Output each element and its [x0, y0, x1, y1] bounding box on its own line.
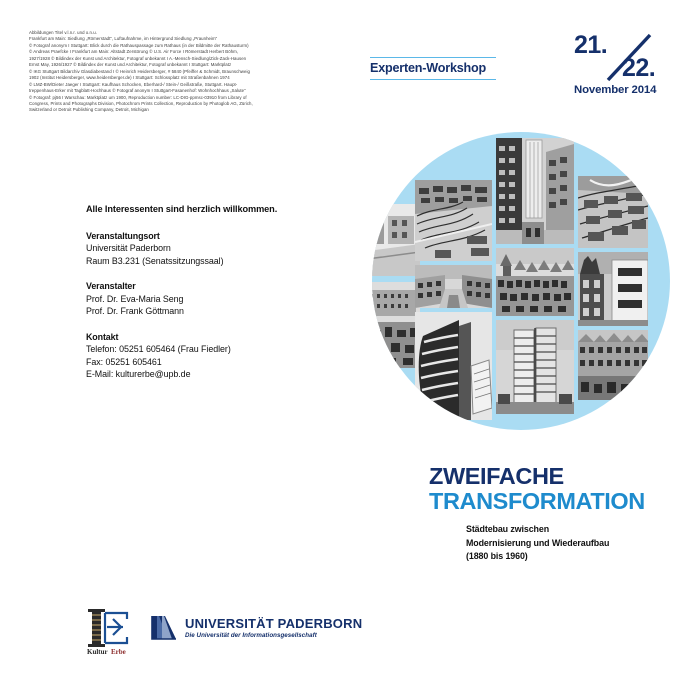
collage-photo	[578, 176, 648, 248]
paderborn-logo	[149, 613, 362, 649]
contact-phone: Telefon: 05251 605464 (Frau Fiedler)	[86, 344, 231, 354]
venue-title: Veranstaltungsort	[86, 230, 160, 241]
credit-line: Frankfurt am Main: Siedlung „Römerstadt“, Luftaufnahme, im Hintergrund Siedlung „Praunheim“	[29, 36, 218, 42]
welcome-text: Alle Interessenten sind herzlich willkommen.	[86, 204, 278, 214]
event-subtitle	[466, 523, 679, 564]
title-line-1: ZWEIFACHE	[429, 463, 564, 489]
credit-line: 1902 (Institut Heidersberger, www.heidersberger.de) I Stuttgart: Schlossplatz mit Straßenbahnen 1974	[29, 75, 230, 81]
credit-line: Congress, Prints and Photographs Division, Photochrom Prints Collection, Reproduction by Photoglob AG, Zürich,	[29, 100, 253, 106]
venue-line-1: Universität Paderborn	[86, 243, 171, 253]
contact-fax: Fax: 05251 605461	[86, 356, 162, 367]
collage-photo	[496, 320, 574, 414]
credit-line: 1927/1928 © Bildindex der Kunst und Architektur, Fotograf unbekannt I A.-Mensch-Siedlung/Zick-Zack-Hausen	[29, 55, 247, 61]
event-info	[86, 203, 366, 381]
collage-photo	[372, 282, 420, 368]
photo-collage-circle	[372, 132, 670, 430]
workshop-label: Experten-Workshop	[370, 61, 487, 75]
credit-line: © IKG Stuttgart Bildarchiv Glasdiabestand I © Heinrich Heidersberger, # 5840 (Pfeiffer & Schmidt, Braunschweig	[29, 68, 250, 74]
paderborn-tagline: Die Universität der Informationsgesellschaft	[185, 632, 317, 639]
event-date	[566, 31, 684, 104]
collage-photo	[415, 312, 492, 420]
collage-photo	[578, 330, 648, 400]
organizer-name-2: Prof. Dr. Frank Göttmann	[86, 306, 184, 316]
svg-text:Erbe: Erbe	[111, 648, 126, 656]
photo-grid	[372, 132, 670, 430]
credit-line: treppenhaus-Erker mit Tagblatt-Hochhaus © Fotograf anonym I Stuttgart-Fasanenhof: Wohnhochhaus „Salute“	[29, 88, 246, 94]
contact-group	[86, 331, 366, 381]
event-title	[429, 464, 679, 564]
date-day-first: 21.	[574, 31, 608, 59]
workshop-badge	[370, 57, 496, 80]
collage-photo	[415, 265, 492, 308]
image-credits	[29, 30, 329, 114]
kulturerbe-mark-icon	[83, 607, 135, 657]
credit-line: Switzerland or Detroit Publishing Company, Detroit, Michigan	[29, 107, 149, 113]
credit-line: © Andreas Praefcke I Frankfurt am Main: Altstadt Zerstörung © U.S. Air Force I Römerstadt Herbert Böhm,	[29, 49, 239, 55]
credit-line: © Fotograf: pj56 I Warschau: Marktplatz um 1900, Reproduction number: LC-DIG-ppmsc-03910 from Library of	[29, 94, 247, 100]
paderborn-wordmark	[185, 613, 362, 640]
subtitle-line-3: (1880 bis 1960)	[466, 551, 528, 561]
contact-title: Kontakt	[86, 331, 119, 342]
collage-photo	[496, 138, 574, 244]
subtitle-line-2: Modernisierung und Wiederaufbau	[466, 537, 610, 548]
credit-line: © Fotograf anonym I Stuttgart: Blick durch die Rathauspassage zum Rathaus (in der Bildmitte der Rathausturm)	[29, 42, 249, 48]
collage-photo	[372, 204, 420, 276]
credit-line: Ernst May, 1926/1927 © Bildindex der Kunst und Architektur, Fotograf unbekannt I Stuttgart: Marktplatz	[29, 62, 232, 68]
paderborn-mark-icon	[149, 613, 179, 643]
collage-photo	[415, 180, 492, 261]
venue-line-2: Raum B3.231 (Senatssitzungssaal)	[86, 255, 224, 266]
organizer-name-1: Prof. Dr. Eva-Maria Seng	[86, 293, 184, 304]
kulturerbe-logo	[83, 607, 135, 657]
logo-bar	[83, 607, 363, 659]
title-line-2: TRANSFORMATION	[429, 488, 645, 514]
svg-text:Kultur: Kultur	[87, 648, 108, 656]
date-day-second: 22.	[622, 54, 656, 82]
credit-line: Abbildungen Titel v.l.n.r. und o.n.u.	[29, 30, 97, 35]
collage-photo	[578, 252, 648, 326]
credit-line: © LMZ-BW/Dieter Jaeger I Stuttgart: Kaufhaus Schocken, Eberhard-/ Stein-/ Geißstraße, Stuttgart. Haupt-	[29, 81, 238, 87]
paderborn-name: UNIVERSITÄT PADERBORN	[185, 616, 363, 631]
date-month-year: November 2014	[574, 84, 657, 96]
organizer-group	[86, 280, 366, 318]
organizer-title: Veranstalter	[86, 281, 136, 291]
collage-photo	[496, 248, 574, 316]
subtitle-line-1: Städtebau zwischen	[466, 524, 550, 534]
venue-group	[86, 230, 366, 268]
date-stack	[566, 31, 684, 84]
contact-email[interactable]: E-Mail: kulturerbe@upb.de	[86, 369, 191, 379]
